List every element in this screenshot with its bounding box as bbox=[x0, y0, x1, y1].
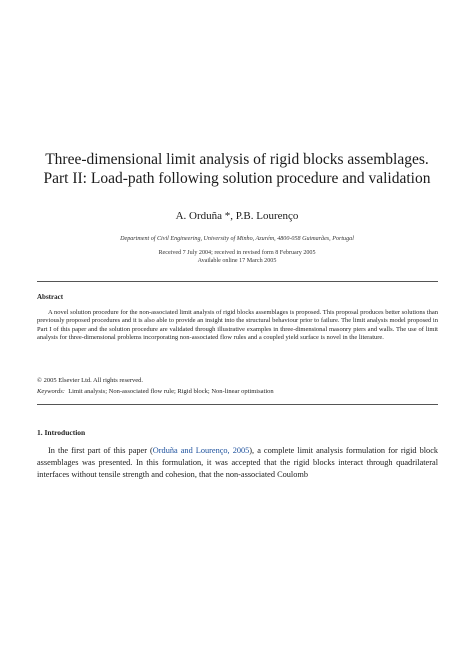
abstract-text: A novel solution procedure for the non-associated limit analysis of rigid blocks assemblages is proposed. This proposal produces better solutions than previously proposed procedures and it is also able to provide an insight into the structural behaviour prior to failure. The limit analysis model proposed in Part I of this paper and the solution procedure are validated through illustrative examples in three-dimensional masonry piers and walls. The use of limit analysis for three-dimensional problems incorporating non-associated flow rules and a coupled yield surface is novel in the literature. bbox=[37, 309, 438, 342]
intro-text-end: ), a complete limit analysis formulation for rigid block assemblages was presented. In this formulation, it was accepted that the rigid blocks interact through quadrilateral interfaces without tensile strength and cohesion, that the non-associated Coulomb bbox=[37, 446, 439, 479]
citation-link[interactable]: Orduña and Lourenço, 2005 bbox=[152, 446, 250, 455]
abstract-body bbox=[37, 309, 438, 343]
intro-text-start: In the first part of this paper ( bbox=[48, 446, 153, 455]
abstract-bottom-rule bbox=[37, 404, 438, 405]
keywords-line bbox=[37, 388, 274, 395]
keywords-list: Limit analysis; Non-associated flow rule; Rigid block; Non-linear optimisation bbox=[68, 388, 274, 395]
copyright-notice: © 2005 Elsevier Ltd. All rights reserved. bbox=[37, 377, 144, 384]
introduction-paragraph bbox=[37, 445, 438, 481]
abstract-heading: Abstract bbox=[37, 293, 64, 301]
paper-title: Three-dimensional limit analysis of rigid blocks assemblages. Part II: Load-path following solution procedure and validation bbox=[43, 151, 431, 187]
section-heading-introduction: 1. Introduction bbox=[37, 428, 86, 437]
available-online-date: Available online 17 March 2005 bbox=[197, 258, 277, 264]
publication-dates bbox=[40, 249, 434, 265]
author-affiliation: Department of Civil Engineering, University of Minho, Azurém, 4800-058 Guimarães, Portugal bbox=[120, 236, 354, 242]
received-dates: Received 7 July 2004; received in revised form 8 February 2005 bbox=[158, 250, 316, 256]
keywords-label: Keywords: bbox=[37, 388, 65, 395]
paper-authors: A. Orduña *, P.B. Lourenço bbox=[175, 210, 299, 222]
abstract-top-rule bbox=[37, 281, 438, 282]
